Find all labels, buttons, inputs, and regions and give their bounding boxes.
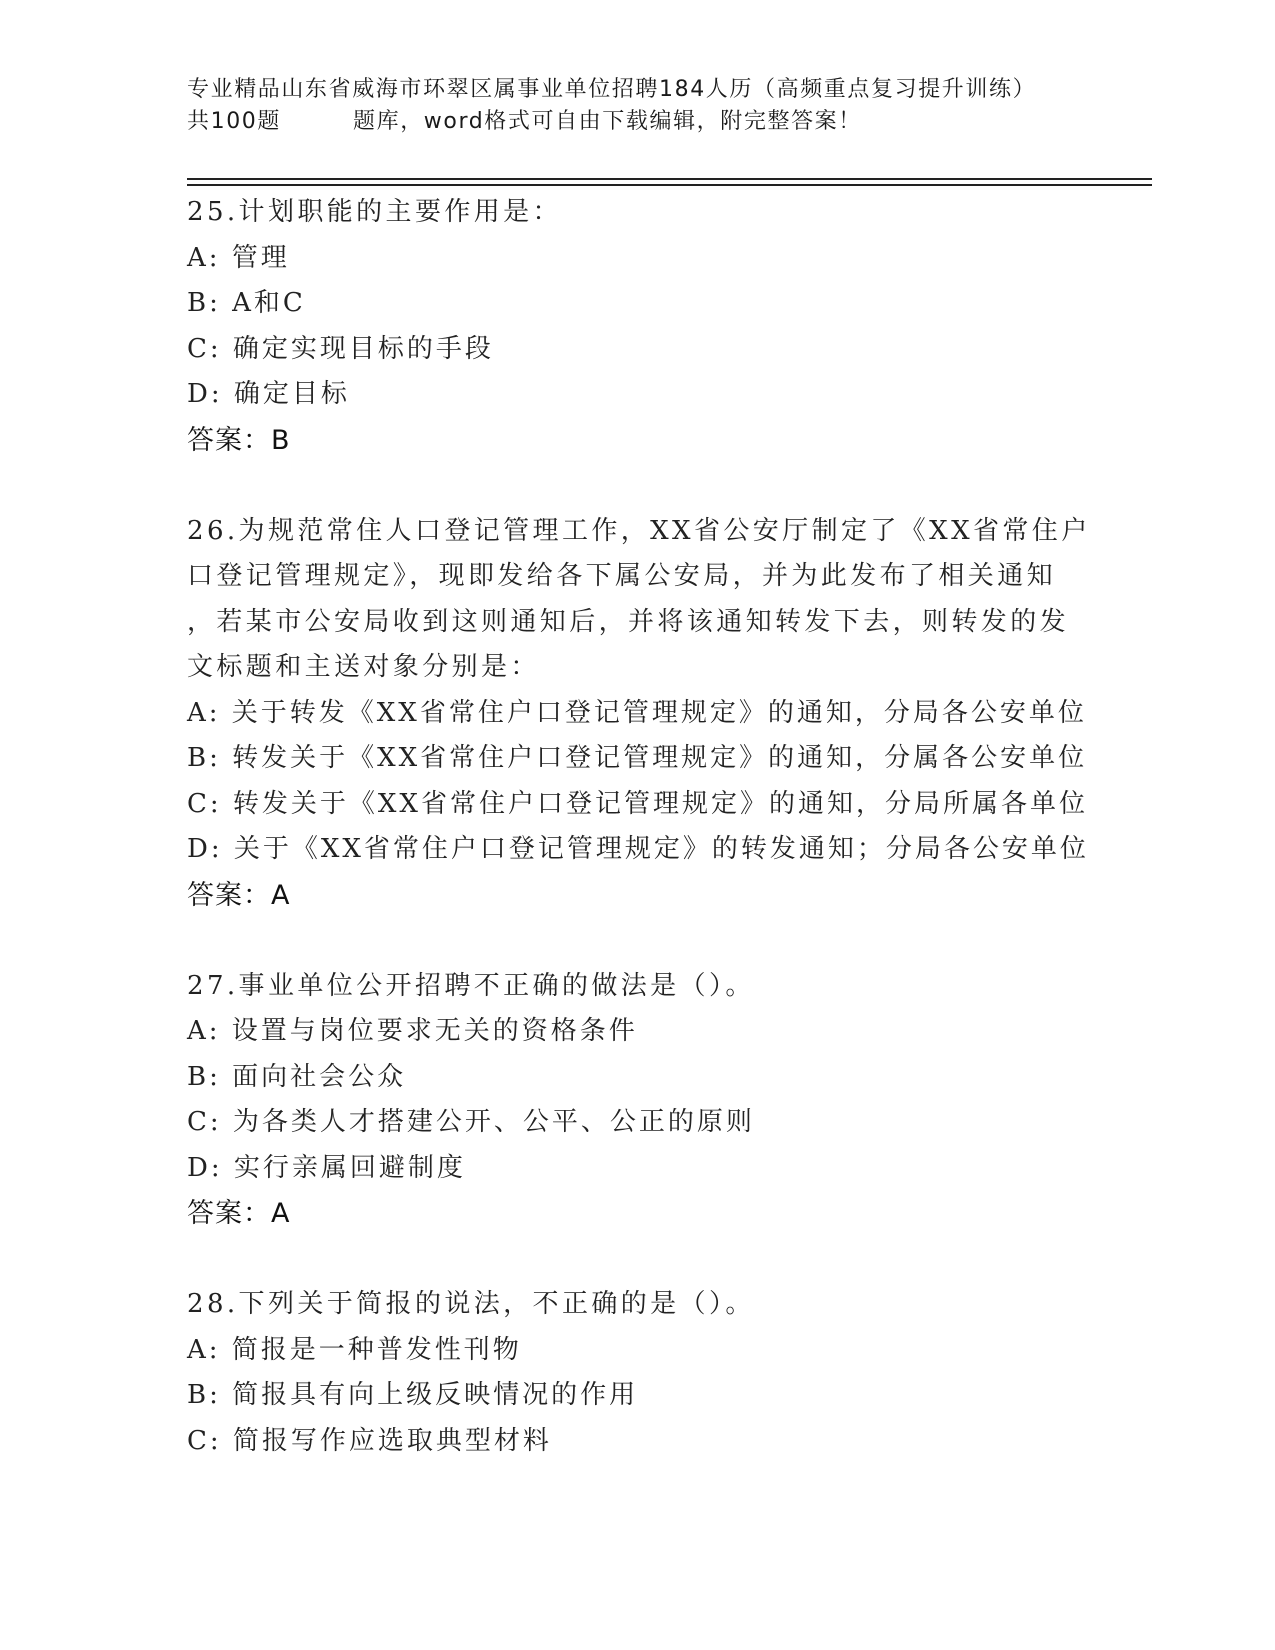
question-stem: 文标题和主送对象分别是： xyxy=(187,652,540,682)
question-stem: 28.下列关于简报的说法，不正确的是（）。 xyxy=(187,1289,755,1319)
document-header xyxy=(187,74,1117,138)
question-option: B: A和C xyxy=(187,288,306,318)
question-item xyxy=(187,1282,1147,1464)
question-answer: 答案：A xyxy=(187,1198,291,1229)
question-stem: ，若某市公安局收到这则通知后，并将该通知转发下去，则转发的发 xyxy=(187,606,1070,637)
header-divider-bottom xyxy=(187,184,1152,186)
question-spacer xyxy=(187,918,1147,964)
question-option: C: 为各类人才搭建公开、公平、公正的原则 xyxy=(187,1107,755,1137)
header-question-count: 共100题 xyxy=(187,109,281,134)
question-stem: 25.计划职能的主要作用是： xyxy=(187,197,562,227)
question-item xyxy=(187,964,1147,1237)
question-option: D: 确定目标 xyxy=(187,379,350,409)
question-option: D: 关于《XX省常住户口登记管理规定》的转发通知；分局各公安单位 xyxy=(187,834,1089,864)
question-option: B: 简报具有向上级反映情况的作用 xyxy=(187,1380,639,1410)
question-item xyxy=(187,509,1147,919)
question-answer: 答案：A xyxy=(187,879,291,911)
question-option: B: 转发关于《XX省常住户口登记管理规定》的通知，分属各公安单位 xyxy=(187,743,1088,773)
question-answer: 答案：B xyxy=(187,424,291,456)
question-option: A: 管理 xyxy=(187,242,290,273)
question-item xyxy=(187,190,1147,463)
question-option: C: 转发关于《XX省常住户口登记管理规定》的通知，分局所属各单位 xyxy=(187,788,1088,819)
question-spacer xyxy=(187,1237,1147,1283)
header-divider-top xyxy=(187,178,1152,180)
question-option: A: 简报是一种普发性刊物 xyxy=(187,1334,522,1365)
question-stem: 口登记管理规定》，现即发给各下属公安局，并为此发布了相关通知 xyxy=(187,561,1057,591)
question-option: C: 确定实现目标的手段 xyxy=(187,333,494,364)
question-option: C: 简报写作应选取典型材料 xyxy=(187,1425,552,1456)
question-list xyxy=(187,190,1147,1464)
question-option: A: 关于转发《XX省常住户口登记管理规定》的通知，分局各公安单位 xyxy=(187,697,1087,728)
header-subtitle-line xyxy=(187,106,1117,138)
question-option: A: 设置与岗位要求无关的资格条件 xyxy=(187,1016,638,1046)
header-format-note: 题库，word格式可自由下载编辑，附完整答案！ xyxy=(353,109,862,134)
question-option: B: 面向社会公众 xyxy=(187,1061,407,1092)
header-title-line: 专业精品山东省威海市环翠区属事业单位招聘184人历（高频重点复习提升训练） xyxy=(187,77,1037,102)
question-stem: 27.事业单位公开招聘不正确的做法是（）。 xyxy=(187,970,755,1001)
question-option: D: 实行亲属回避制度 xyxy=(187,1152,466,1183)
question-spacer xyxy=(187,463,1147,509)
question-stem: 26.为规范常住人口登记管理工作，XX省公安厅制定了《XX省常住户 xyxy=(187,515,1091,546)
